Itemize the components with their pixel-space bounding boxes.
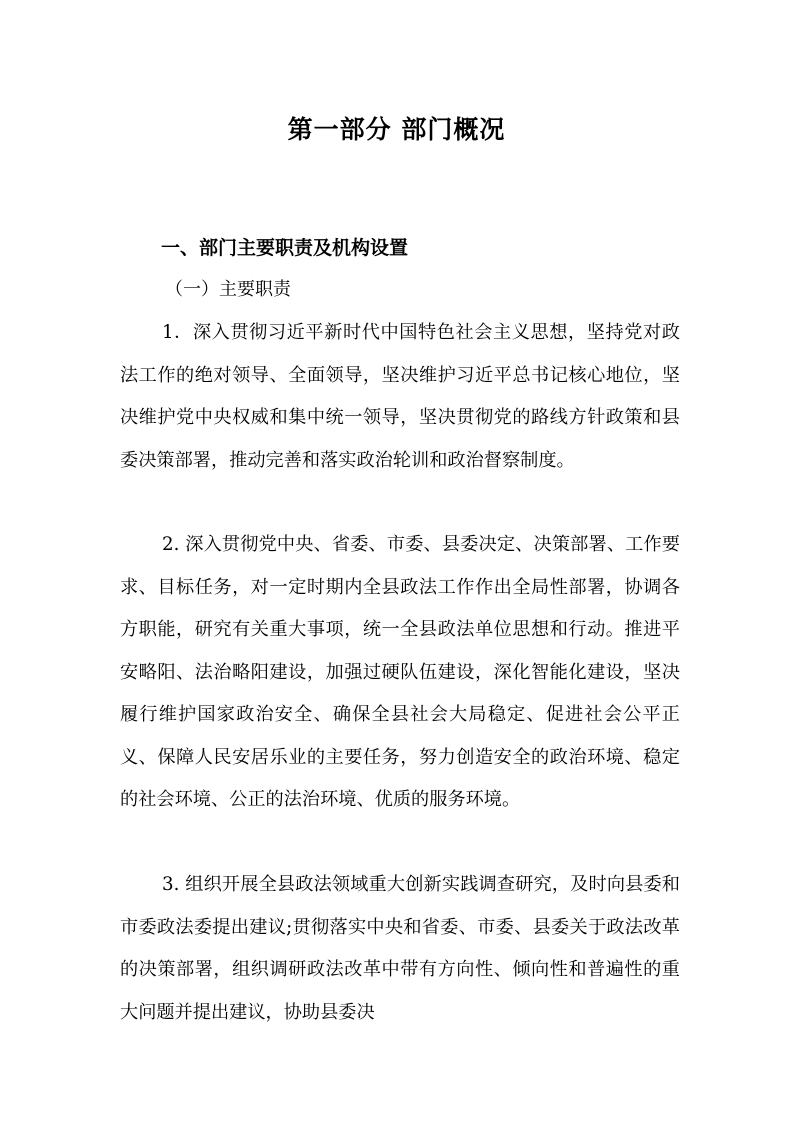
paragraph-1: 1．深入贯彻习近平新时代中国特色社会主义思想，坚持党对政法工作的绝对领导、全面领导，坚决维护习近平总书记核心地位，坚决维护党中央权威和集中统一领导，坚决贯彻党的路线方针政策和县委决策部署，推动完善和落实政治轮训和政治督察制度。 <box>120 322 680 471</box>
paragraph-2: 2. 深入贯彻党中央、省委、市委、县委决定、决策部署、工作要求、目标任务，对一定时期内全县政法工作作出全局性部署，协调各方职能，研究有关重大事项，统一全县政法单位思想和行动。推进平安略阳、法治略阳建设，加强过硬队伍建设，深化智能化建设，坚决履行维护国家政治安全、确保全县社会大局稳定、促进社会公平正义、保障人民安居乐业的主要任务，努力创造安全的政治环境、稳定的社会环境、公正的法治环境、优质的服务环境。 <box>120 534 680 810</box>
page-title: 第一部分 部门概况 <box>287 115 506 144</box>
sub-heading: （一）主要职责 <box>165 279 291 300</box>
paragraph-3: 3. 组织开展全县政法领域重大创新实践调查研究，及时向县委和市委政法委提出建议;贯彻落实中央和省委、市委、县委关于政法改革的决策部署，组织调研政法改革中带有方向性、倾向性和普遍性的重大问题并提出建议，协助县委决 <box>120 874 680 1023</box>
section-heading: 一、部门主要职责及机构设置 <box>161 237 409 259</box>
